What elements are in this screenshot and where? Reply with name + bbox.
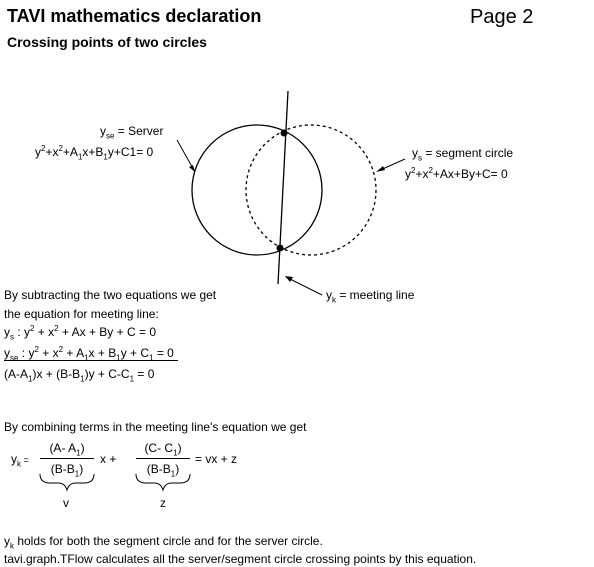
server-label: $y_{se}$ = Server [100,124,164,141]
result-expression: = vx + z [195,452,238,466]
fraction-z-bar [136,458,190,459]
fraction-v [40,441,94,479]
page-number: Page 2 [470,6,534,28]
x-plus: x + [100,452,117,466]
paragraph-subtracting-line2: the equation for meeting line: [4,307,159,321]
equation-result: $(A-A_1)x + (B-B_1)y + C-C_1 = 0$ [4,367,155,384]
footer-line2: tavi.graph.TFlow calculates all the server/segment circle crossing points by this equation. [4,552,477,566]
page-title: TAVI mathematics declaration [7,6,262,26]
paragraph-combining: By combining terms in the meeting line's equation we get [4,420,307,434]
server-equation: $y^2+x^2+A_1x+B_1y+C1= 0$ [35,144,154,162]
server-circle [192,125,322,255]
segment-equation: $y^2+x^2+Ax+By+C= 0$ [405,166,508,181]
meeting-line-label: $y_k$ = meeting line [326,288,415,305]
fraction-z [136,441,190,479]
crossing-point-top [281,130,288,137]
fraction-v-numerator: (A- $A_1$) [49,441,85,458]
footer-line1: $y_k$ holds for both the segment circle and for the server circle. [4,534,323,551]
yk-lhs: $y_k$ = [11,452,29,469]
fraction-v-bar [40,458,94,459]
meeting-line [278,91,288,284]
segment-circle [246,125,376,255]
fraction-v-denominator: $(B-B_1)$ [50,462,84,479]
segment-label: $y_s$ = segment circle [412,146,514,163]
meeting-pointer [286,277,322,295]
meeting-pointer-arrowhead [285,276,293,282]
equation-yse: $y_{se}$ : $y^2 + x^2 + A_1x + B_1y + C_1 = 0$ [4,346,178,361]
brace-v-label: v [63,496,69,510]
paragraph-subtracting-line1: By subtracting the two equations we get [4,288,217,302]
fraction-z-numerator: (C- $C_1$) [144,441,182,458]
brace-v [40,474,94,490]
page-subtitle: Crossing points of two circles [7,34,207,50]
segment-pointer-arrowhead [376,166,385,172]
equation-ys: $y_s$ : $y^2 + x^2 + Ax + By + C = 0$ [4,324,156,342]
crossing-point-bottom [277,245,284,252]
server-pointer-arrowhead [189,165,195,172]
brace-z-label: z [160,496,166,510]
fraction-z-denominator: $(B-B_1)$ [146,462,180,479]
brace-z [136,474,190,490]
